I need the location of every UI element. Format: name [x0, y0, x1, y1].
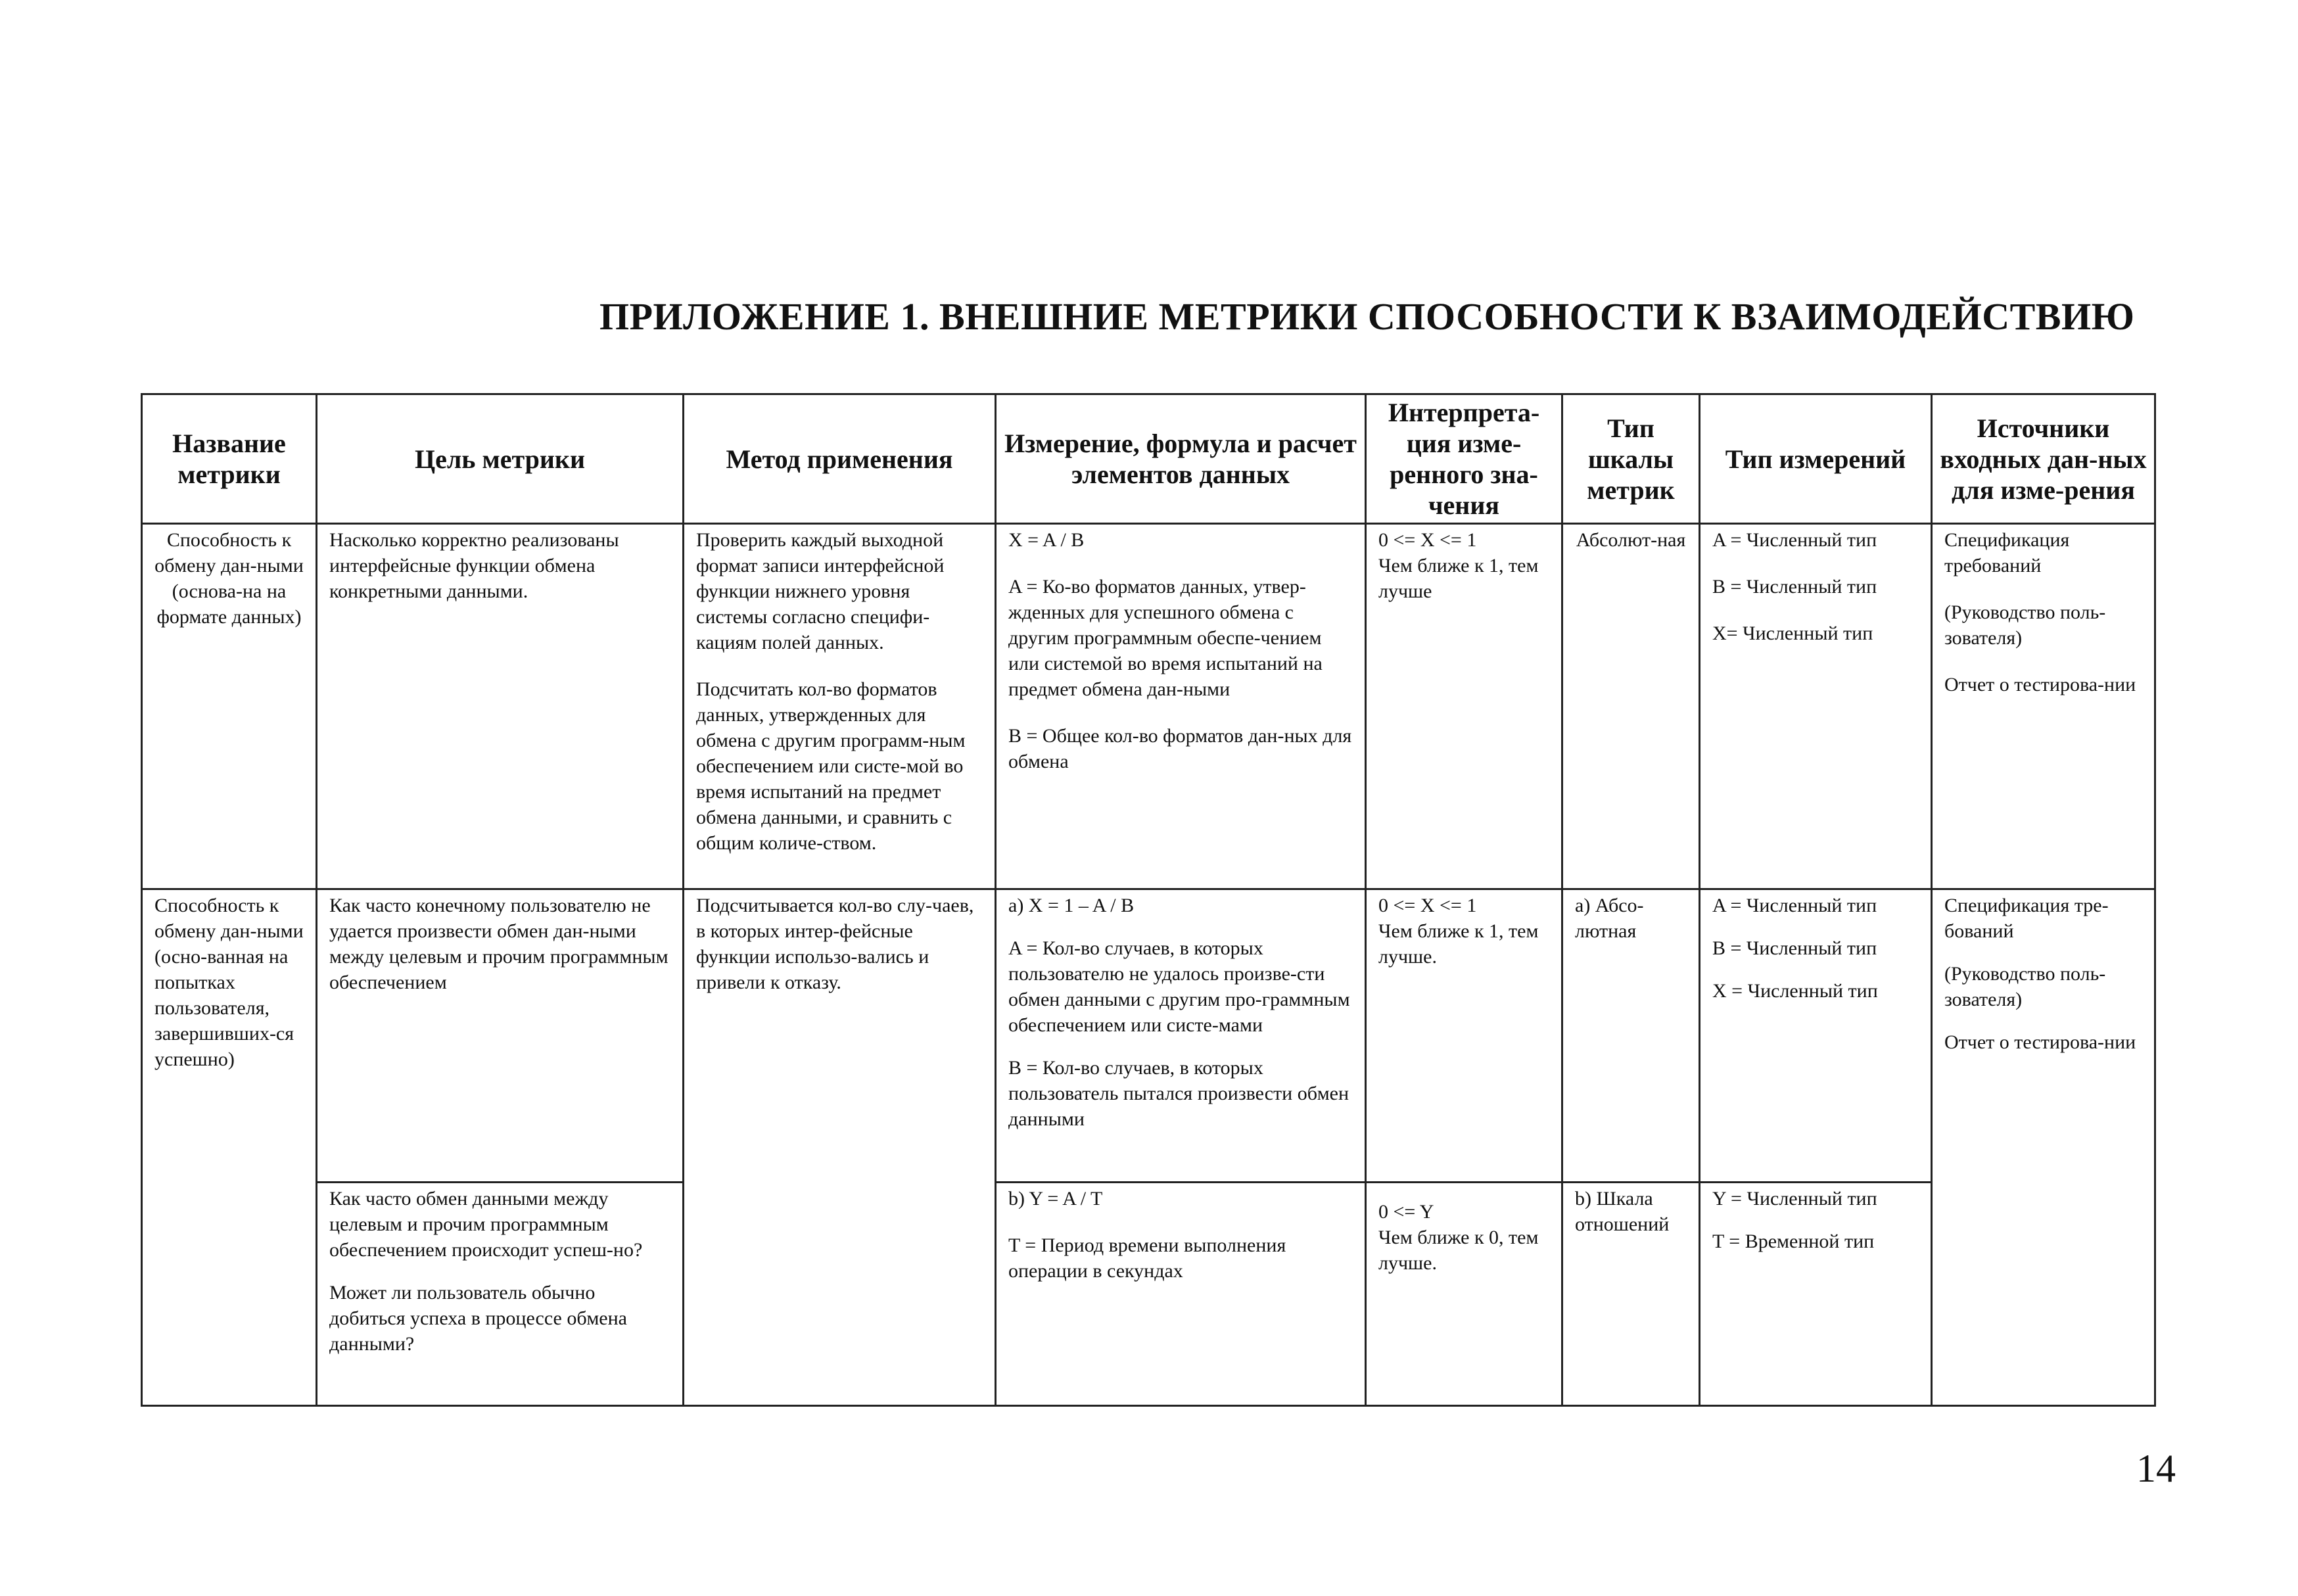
- source-text: (Руководство поль-зователя): [1944, 963, 2106, 1010]
- header-formula: Измерение, формула и расчет элементов данных: [996, 394, 1366, 524]
- formula-text: B = Кол-во случаев, в которых пользователь пытался произвести обмен данными: [1008, 1057, 1349, 1130]
- source-text: Отчет о тестирова-нии: [1944, 1031, 2136, 1053]
- measure-type-text: T = Временной тип: [1712, 1231, 1875, 1252]
- interpretation-text: 0 <= X <= 1 Чем ближе к 1, тем лучше.: [1378, 895, 1539, 968]
- header-scale-type: Тип шкалы метрик: [1562, 394, 1700, 524]
- measure-type-text: A = Численный тип: [1712, 895, 1877, 916]
- application-method-cell: Подсчитывается кол-во слу-чаев, в которых интер-фейсные функции использо-вались и привели к отказу.: [684, 889, 996, 1406]
- metric-purpose-cell: Насколько корректно реализованы интерфейсные функции обмена конкретными данными.: [317, 524, 684, 889]
- formula-cell: [996, 889, 1366, 1183]
- measure-type-text: X = Численный тип: [1712, 980, 1878, 1002]
- purpose-text: Как часто обмен данными между целевым и прочим программным обеспечением происходит успеш-но?: [329, 1188, 643, 1261]
- scale-type-cell: a) Абсо-лютная: [1562, 889, 1700, 1183]
- measure-type-text: Y = Численный тип: [1712, 1188, 1877, 1209]
- metric-purpose-cell: Как часто конечному пользователю не удается произвести обмен дан-ными между целевым и прочим программным обеспечением: [317, 889, 684, 1183]
- header-input-sources: Источники входных дан-ных для изме-рения: [1932, 394, 2155, 524]
- measure-type-cell: [1700, 524, 1932, 889]
- measure-type-cell: [1700, 1183, 1932, 1406]
- formula-cell: [996, 524, 1366, 889]
- metric-name-cell: Способность к обмену дан-ными (осно-ванная на попытках пользователя, завершивших-ся успешно): [142, 889, 317, 1406]
- scale-type-cell: b) Шкала отношений: [1562, 1183, 1700, 1406]
- source-text: (Руководство поль-зователя): [1944, 601, 2106, 649]
- metric-name-cell: Способность к обмену дан-ными (основа-на на формате данных): [142, 524, 317, 889]
- header-metric-name: Название метрики: [142, 394, 317, 524]
- input-sources-cell: [1932, 889, 2155, 1406]
- formula-text: X = A / B: [1008, 529, 1085, 551]
- header-application-method: Метод применения: [684, 394, 996, 524]
- measure-type-text: B = Численный тип: [1712, 937, 1877, 959]
- interpretation-cell: [1366, 889, 1562, 1183]
- table-row: [142, 524, 2155, 889]
- header-interpretation: Интерпрета-ция изме-ренного зна-чения: [1366, 394, 1562, 524]
- interpretation-cell: [1366, 1183, 1562, 1406]
- scale-type-cell: Абсолют-ная: [1562, 524, 1700, 889]
- interpretation-text: 0 <= X <= 1 Чем ближе к 1, тем лучше: [1378, 529, 1539, 602]
- method-text: Подсчитать кол-во форматов данных, утвержденных для обмена с другим программ-ным обеспечением или систе-мой во время испытаний на предмет обмена данными, и сравнить с общим количе-ством.: [696, 678, 966, 854]
- header-metric-purpose: Цель метрики: [317, 394, 684, 524]
- formula-text: B = Общее кол-во форматов дан-ных для обмена: [1008, 725, 1352, 772]
- metrics-table: [141, 393, 2156, 1407]
- interpretation-text: 0 <= Y Чем ближе к 0, тем лучше.: [1378, 1201, 1539, 1274]
- header-row: [142, 394, 2155, 524]
- interpretation-cell: [1366, 524, 1562, 889]
- formula-cell: [996, 1183, 1366, 1406]
- table-row: [142, 1183, 2155, 1406]
- source-text: Отчет о тестирова-нии: [1944, 674, 2136, 695]
- page-title: ПРИЛОЖЕНИЕ 1. ВНЕШНИЕ МЕТРИКИ СПОСОБНОСТИ К ВЗАИМОДЕЙСТВИЮ: [599, 295, 2135, 338]
- formula-text: a) X = 1 – A / B: [1008, 895, 1135, 916]
- method-text: Проверить каждый выходной формат записи интерфейсной функции нижнего уровня системы согласно специфи-кациям полей данных.: [696, 529, 945, 653]
- measure-type-text: A = Численный тип: [1712, 529, 1877, 551]
- measure-type-text: B = Численный тип: [1712, 576, 1877, 598]
- header-measure-type: Тип измерений: [1700, 394, 1932, 524]
- page-number: 14: [2136, 1447, 2176, 1490]
- source-text: Спецификация тре-бований: [1944, 895, 2109, 942]
- purpose-text: Может ли пользователь обычно добиться успеха в процессе обмена данными?: [329, 1282, 627, 1355]
- source-text: Спецификация требований: [1944, 529, 2070, 576]
- application-method-cell: [684, 524, 996, 889]
- formula-text: A = Ко-во форматов данных, утвер-жденных для успешного обмена с другим программным обеспе-чением или системой во время испытаний на предмет обмена дан-ными: [1008, 576, 1323, 700]
- formula-text: b) Y = A / T: [1008, 1188, 1103, 1209]
- measure-type-cell: [1700, 889, 1932, 1183]
- formula-text: T = Период времени выполнения операции в секундах: [1008, 1234, 1286, 1282]
- input-sources-cell: [1932, 524, 2155, 889]
- metric-purpose-cell: [317, 1183, 684, 1406]
- table-row: [142, 889, 2155, 1183]
- formula-text: A = Кол-во случаев, в которых пользователю не удалось произве-сти обмен данными с другим про-граммным обеспечением или систе-мами: [1008, 937, 1350, 1036]
- measure-type-text: X= Численный тип: [1712, 622, 1873, 644]
